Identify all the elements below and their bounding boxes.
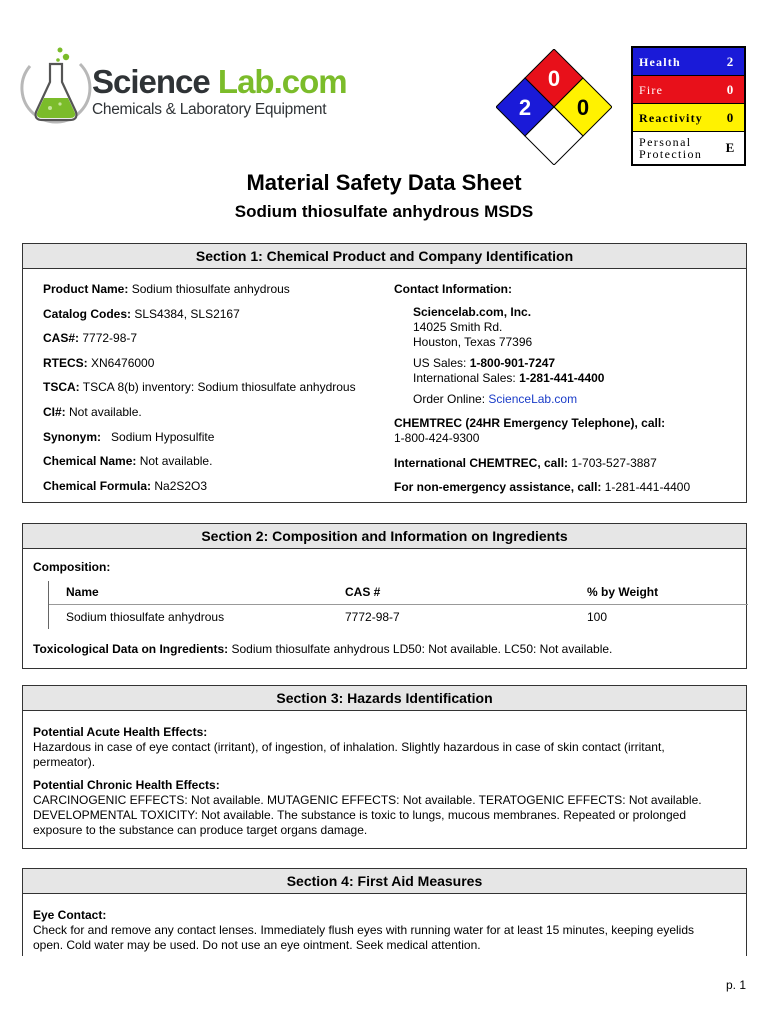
eye-contact-text-1: Check for and remove any contact lenses. Immediately flush eyes with running water for at least 15 minutes, keeping eyelids (33, 923, 695, 937)
field-label: Product Name: (43, 282, 129, 296)
hmis-protection-label (633, 136, 716, 160)
hmis-reactivity-label: Reactivity (639, 110, 703, 125)
hmis-health-row (633, 48, 744, 76)
field-value: Not available. (65, 404, 142, 419)
us-sales-value: 1-800-901-7247 (469, 356, 556, 370)
address-line-1: 14025 Smith Rd. (413, 320, 503, 334)
logo-brand (92, 64, 347, 100)
us-sales (394, 356, 734, 371)
hmis-protection-row (633, 132, 744, 164)
hmis-fire-label: Fire (639, 82, 664, 97)
column-header-name: Name (66, 585, 99, 599)
hmis-reactivity-row (633, 104, 744, 132)
field-ci (43, 405, 383, 430)
nfpa-diamond (496, 49, 612, 165)
field-label: Synonym: (43, 429, 102, 444)
acute-effects-label: Potential Acute Health Effects: (33, 725, 208, 739)
section-2 (22, 523, 747, 669)
field-label: Chemical Formula: (43, 478, 152, 493)
logo-brand-com: .com (273, 63, 347, 100)
nfpa-reactivity-value: 0 (576, 95, 590, 120)
intl-sales-label: International Sales: (413, 371, 520, 385)
field-label: CI#: (43, 404, 66, 419)
field-label: RTECS: (43, 355, 88, 370)
cell-cas: 7772-98-7 (345, 609, 400, 624)
eye-contact-label: Eye Contact: (33, 908, 107, 922)
logo-brand-science: Science (92, 63, 210, 100)
tox-label: Toxicological Data on Ingredients: (33, 642, 229, 656)
chemtrec-label-text: CHEMTREC (24HR Emergency Telephone), call: (394, 416, 666, 430)
nfpa-health-value: 2 (518, 95, 532, 120)
company-name-text: Sciencelab.com, Inc. (413, 305, 532, 319)
column-header-cas: CAS # (345, 585, 381, 599)
company-name (394, 305, 734, 320)
section-4-heading: Section 4: First Aid Measures (23, 869, 746, 894)
section-3-heading: Section 3: Hazards Identification (23, 686, 746, 711)
order-online-label: Order Online: (413, 392, 489, 406)
product-identification-fields (43, 282, 383, 503)
composition-label: Composition: (33, 560, 111, 574)
hmis-protection-label-line2: Protection (639, 147, 703, 161)
section-4 (22, 868, 747, 956)
section-2-heading: Section 2: Composition and Information on Ingredients (23, 524, 746, 549)
field-label: CAS#: (43, 331, 80, 346)
field-value: Na2S2O3 (151, 478, 208, 493)
intl-chemtrec (394, 456, 734, 471)
hmis-protection-label-line1: Personal (639, 135, 692, 149)
table-header-row (49, 581, 748, 605)
eye-contact-text-2: open. Cold water may be used. Do not use an eye ointment. Seek medical attention. (33, 938, 481, 952)
field-value: SLS4384, SLS2167 (131, 306, 240, 321)
field-synonym (43, 430, 383, 455)
document-title: Material Safety Data Sheet (246, 170, 522, 195)
field-chemical-name (43, 454, 383, 479)
nfpa-fire-value: 0 (547, 66, 561, 91)
intl-chemtrec-value: 1-703-527-3887 (568, 456, 657, 470)
chemtrec-value: 1-800-424-9300 (394, 431, 480, 445)
us-sales-label: US Sales: (413, 356, 470, 370)
acute-effects-text-1: Hazardous in case of eye contact (irritant), of ingestion, of inhalation. Slightly hazardous in case of skin contact (irritant, (33, 740, 665, 754)
hmis-fire-value: 0 (726, 81, 734, 97)
contact-heading (394, 282, 734, 297)
toxicological-data (33, 642, 612, 657)
chemtrec-label (394, 416, 734, 431)
field-label: Catalog Codes: (43, 306, 132, 321)
flask-icon (20, 46, 92, 136)
order-online (394, 392, 734, 407)
document-subtitle: Sodium thiosulfate anhydrous MSDS (234, 202, 534, 221)
table-row (49, 605, 748, 629)
chronic-effects-text-3: exposure to the substance can produce target organs damage. (33, 823, 368, 837)
intl-sales-value: 1-281-441-4400 (519, 371, 605, 385)
section-1-heading: Section 1: Chemical Product and Company Identification (23, 244, 746, 269)
logo-wordmark (92, 64, 347, 119)
field-product-name (43, 282, 383, 307)
sciencelab-logo (20, 46, 347, 136)
field-catalog-codes (43, 307, 383, 332)
field-rtecs (43, 356, 383, 381)
chronic-effects-text-1: CARCINOGENIC EFFECTS: Not available. MUTAGENIC EFFECTS: Not available. TERATOGENIC EFFECTS: Not available. (33, 793, 702, 807)
contact-information (394, 282, 734, 495)
intl-chemtrec-label: International CHEMTREC, call: (394, 456, 569, 470)
field-label: Chemical Name: (43, 454, 137, 469)
international-sales (394, 371, 734, 386)
hmis-reactivity-value: 0 (726, 109, 734, 125)
column-header-weight: % by Weight (587, 585, 659, 599)
page-number: p. 1 (725, 978, 746, 992)
acute-effects-text-2: permeator). (33, 755, 96, 769)
field-chemical-formula (43, 479, 383, 504)
section-1 (22, 243, 747, 503)
field-value: TSCA 8(b) inventory: Sodium thiosulfate anhydrous (79, 380, 356, 395)
field-cas (43, 331, 383, 356)
field-value: Not available. (136, 454, 213, 469)
non-emergency (394, 480, 734, 495)
chronic-effects-label: Potential Chronic Health Effects: (33, 778, 220, 792)
section-3 (22, 685, 747, 849)
chronic-effects-text-2: DEVELOPMENTAL TOXICITY: Not available. The substance is toxic to lungs, mucous membranes. Repeated or prolonged (33, 808, 686, 822)
field-value: Sodium thiosulfate anhydrous (128, 282, 290, 296)
contact-label: Contact Information: (394, 282, 512, 296)
field-value: 7772-98-7 (79, 331, 138, 346)
logo-tagline: Chemicals & Laboratory Equipment (92, 101, 327, 118)
address-line-2: Houston, Texas 77396 (413, 335, 533, 349)
field-tsca (43, 380, 383, 405)
cell-name: Sodium thiosulfate anhydrous (66, 609, 225, 624)
tox-value: Sodium thiosulfate anhydrous LD50: Not available. LC50: Not available. (228, 642, 613, 656)
field-value: Sodium Hyposulfite (101, 429, 215, 444)
non-emergency-value: 1-281-441-4400 (601, 480, 691, 494)
logo-brand-lab: Lab (217, 63, 274, 100)
hmis-health-value: 2 (726, 53, 734, 69)
cell-weight: 100 (587, 609, 608, 624)
non-emergency-label: For non-emergency assistance, call: (394, 480, 602, 494)
hmis-fire-row (633, 76, 744, 104)
field-label: TSCA: (43, 380, 80, 395)
hmis-protection-value: E (725, 140, 735, 155)
hmis-health-label: Health (639, 54, 681, 69)
composition-table (48, 581, 748, 629)
field-value: XN6476000 (87, 355, 155, 370)
order-online-link[interactable]: ScienceLab.com (488, 392, 578, 406)
hmis-rating-table (631, 46, 746, 166)
